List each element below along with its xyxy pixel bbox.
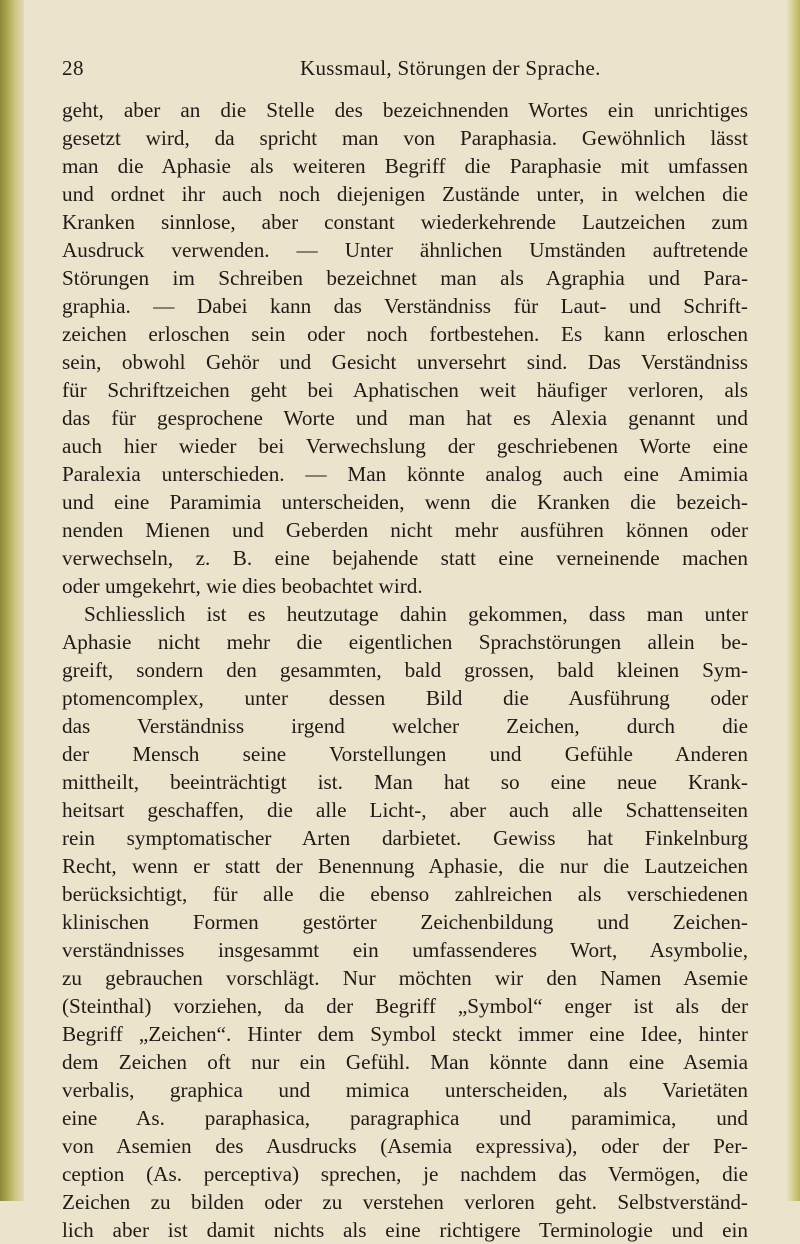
text-line: verwechseln, z. B. eine bejahende statt eine verneinende machen [62,546,748,570]
text-line: geht, aber an die Stelle des bezeichnenden Wortes ein unrichtiges [62,98,748,122]
text-line: graphia. — Dabei kann das Verständniss für Laut- und Schrift- [62,294,748,318]
page-number: 28 [62,56,84,80]
text-line: Aphasie nicht mehr die eigentlichen Sprachstörungen allein be- [62,630,748,654]
text-line: auch hier wieder bei Verwechslung der geschriebenen Worte eine [62,434,748,458]
text-line: das für gesprochene Worte und man hat es Alexia genannt und [62,406,748,430]
text-line: Begriff „Zeichen“. Hinter dem Symbol steckt immer eine Idee, hinter [62,1022,748,1046]
text-line: gesetzt wird, da spricht man von Paraphasia. Gewöhnlich lässt [62,126,748,150]
page-binding-edge [0,0,24,1201]
text-line: klinischen Formen gestörter Zeichenbildung und Zeichen- [62,910,748,934]
text-line: sein, obwohl Gehör und Gesicht unversehrt sind. Das Verständniss [62,350,748,374]
running-head [62,56,748,84]
text-line: Recht, wenn er statt der Benennung Aphasie, die nur die Lautzeichen [62,854,748,878]
text-line: eine As. paraphasica, paragraphica und paramimica, und [62,1106,748,1130]
text-line: und eine Paramimia unterscheiden, wenn die Kranken die bezeich- [62,490,748,514]
text-line: oder umgekehrt, wie dies beobachtet wird. [62,574,423,598]
text-line: der Mensch seine Vorstellungen und Gefühle Anderen [62,742,748,766]
running-head-title: Kussmaul, Störungen der Sprache. [300,56,601,80]
text-line: greift, sondern den gesammten, bald grossen, bald kleinen Sym- [62,658,748,682]
text-line: ception (As. perceptiva) sprechen, je nachdem das Vermögen, die [62,1162,748,1186]
text-line: man die Aphasie als weiteren Begriff die Paraphasie mit umfassen [62,154,748,178]
text-line: für Schriftzeichen geht bei Aphatischen weit häufiger verloren, als [62,378,748,402]
text-line: berücksichtigt, für alle die ebenso zahlreichen als verschiedenen [62,882,748,906]
text-line: nenden Mienen und Geberden nicht mehr ausführen können oder [62,518,748,542]
text-line: rein symptomatischer Arten darbietet. Gewiss hat Finkelnburg [62,826,748,850]
text-line: das Verständniss irgend welcher Zeichen, durch die [62,714,748,738]
text-line: (Steinthal) vorziehen, da der Begriff „Symbol“ enger ist als der [62,994,748,1018]
text-line: mittheilt, beeinträchtigt ist. Man hat so eine neue Krank- [62,770,748,794]
text-line: Kranken sinnlose, aber constant wiederkehrende Lautzeichen zum [62,210,748,234]
text-line: dem Zeichen oft nur ein Gefühl. Man könnte dann eine Asemia [62,1050,748,1074]
text-line: und ordnet ihr auch noch diejenigen Zustände unter, in welchen die [62,182,748,206]
text-line: von Asemien des Ausdrucks (Asemia expressiva), oder der Per- [62,1134,748,1158]
text-line: lich aber ist damit nichts als eine richtigere Terminologie und ein [62,1218,748,1242]
body-text [62,96,748,1244]
text-line: zu gebrauchen vorschlägt. Nur möchten wir den Namen Asemie [62,966,748,990]
text-line: verbalis, graphica und mimica unterscheiden, als Varietäten [62,1078,748,1102]
text-line: Zeichen zu bilden oder zu verstehen verloren geht. Selbstverständ- [62,1190,748,1214]
text-line: Schliesslich ist es heutzutage dahin gekommen, dass man unter [84,602,748,626]
text-line: ptomencomplex, unter dessen Bild die Ausführung oder [62,686,748,710]
text-line: verständnisses insgesammt ein umfassenderes Wort, Asymbolie, [62,938,748,962]
page-right-edge [786,0,800,1201]
text-line: Ausdruck verwenden. — Unter ähnlichen Umständen auftretende [62,238,748,262]
text-line: Störungen im Schreiben bezeichnet man als Agraphia und Para- [62,266,748,290]
text-line: heitsart geschaffen, die alle Licht-, aber auch alle Schattenseiten [62,798,748,822]
text-line: zeichen erloschen sein oder noch fortbestehen. Es kann erloschen [62,322,748,346]
text-line: Paralexia unterschieden. — Man könnte analog auch eine Amimia [62,462,748,486]
